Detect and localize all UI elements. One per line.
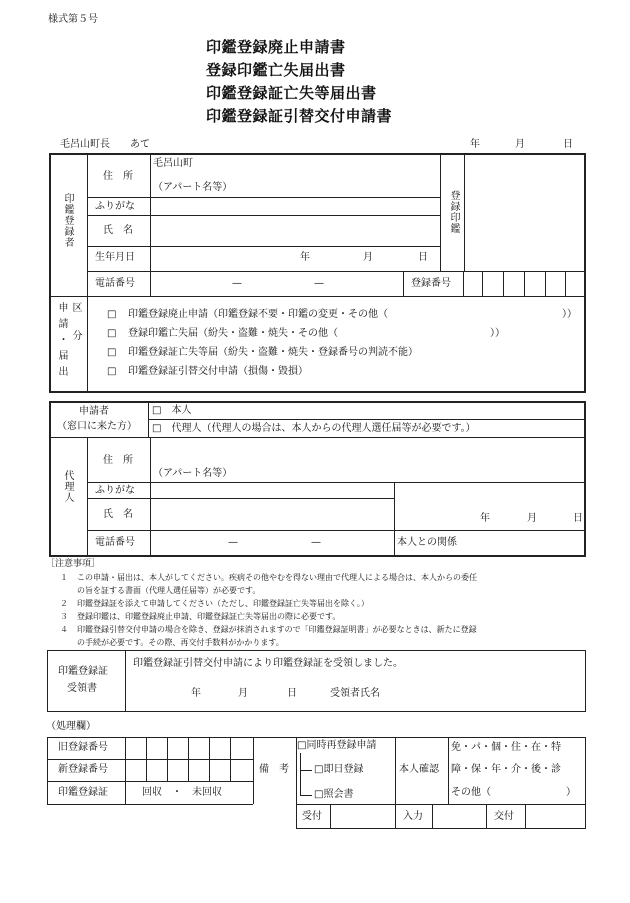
receipt-day: 日 [287, 688, 297, 699]
identity-label: 本人確認 [399, 764, 439, 775]
birth-month: 月 [363, 252, 373, 263]
note-1-line-1: この申請・届出は、本人がしてください。疾病その他やむを得ない理由で代理人による場合は、本人からの委任 [77, 573, 477, 582]
reg-number-label: 登録番号 [411, 278, 451, 289]
id-types-line-1: 免・パ・個・住・在・特 [451, 742, 561, 753]
receipt-label-2: 受領書 [67, 683, 97, 694]
birth-label: 生年月日 [95, 252, 135, 263]
phone-dash-2: — [314, 278, 324, 289]
agent-address-label: 住 所 [103, 455, 133, 466]
title-3: 印鑑登録証亡失等届出書 [206, 84, 377, 102]
option-4-text: 印鑑登録証引替交付申請（損傷・毀損） [128, 366, 308, 377]
id-types-line-2: 障・保・年・介・後・診 [451, 764, 561, 775]
processing-heading: （処理欄） [46, 721, 96, 732]
relation-label: 本人との関係 [397, 537, 457, 548]
agent-phone-dash-2: — [311, 537, 321, 548]
option-4-checkbox[interactable]: □ [107, 366, 117, 377]
entry-label: 入力 [403, 811, 423, 822]
note-4-num: ４ [60, 625, 68, 634]
note-3-line-1: 登録印鑑は、印鑑登録廃止申請、印鑑登録証亡失等届出の際に必要です。 [77, 612, 341, 621]
simultaneous-checkbox[interactable]: □同時再登録申請 [297, 740, 377, 751]
inquiry-checkbox[interactable]: □照会書 [314, 789, 354, 800]
applicant-label-1: 申請者 [79, 406, 109, 417]
option-2-tail: ）） [490, 328, 505, 339]
name-label: 氏 名 [103, 225, 133, 236]
receipt-year: 年 [191, 688, 201, 699]
accepted-label: 受付 [302, 811, 322, 822]
note-1-line-2: の旨を証する書面（代理人選任届等）が必要です。 [77, 586, 261, 595]
applicant-label-2: （窓口に来た方） [57, 421, 137, 432]
option-1-tail: ）） [562, 309, 577, 320]
phone-label: 電話番号 [95, 278, 135, 289]
receipt-statement: 印鑑登録証引替交付申請により印鑑登録証を受領しました。 [133, 658, 403, 669]
application-label-col2: 区分 [70, 302, 81, 358]
option-3-text: 印鑑登録証亡失等届（紛失・盗難・焼失・登録番号の判読不能） [128, 347, 418, 358]
applicant-agent-checkbox[interactable]: □ 代理人（代理人の場合は、本人からの代理人選任届等が必要です。） [152, 423, 476, 434]
issued-label: 交付 [494, 811, 514, 822]
apartment-note: （アパート名等） [153, 182, 233, 193]
date-month: 月 [515, 139, 525, 150]
card-label: 印鑑登録証 [58, 787, 108, 798]
form-number: 様式第５号 [48, 14, 98, 25]
option-2-text: 登録印鑑亡失届（紛失・盗難・焼失・その他（ [128, 328, 338, 339]
addressee: 毛呂山町長 あて [60, 139, 150, 150]
birth-day: 日 [418, 252, 428, 263]
receipt-label-1: 印鑑登録証 [58, 666, 108, 677]
notes-heading: ［注意事項］ [46, 559, 101, 569]
title-4: 印鑑登録証引替交付申請書 [206, 107, 393, 125]
note-4-line-1: 印鑑登録引替交付申請の場合を除き、登録が抹消されますので「印鑑登録証明書」が必要なときは、新たに登録 [77, 625, 477, 634]
card-status: 回収 ・ 未回収 [142, 787, 222, 798]
agent-name-label: 氏 名 [103, 509, 133, 520]
agent-phone-dash-1: — [228, 537, 238, 548]
date-day: 日 [563, 139, 573, 150]
note-2-line-1: 印鑑登録証を添えて申請してください（ただし、印鑑登録証亡失等届出を除く。） [77, 599, 369, 608]
agent-apartment-note: （アパート名等） [153, 468, 233, 479]
registrant-section-label: 印鑑登録者 [62, 193, 73, 248]
agent-day: 日 [573, 513, 583, 524]
agent-furigana-label: ふりがな [95, 485, 135, 496]
agent-month: 月 [527, 513, 537, 524]
id-types-line-3: その他（ [451, 787, 491, 798]
old-number-label: 旧登録番号 [58, 742, 108, 753]
agent-section-label: 代理人 [62, 470, 73, 503]
note-4-line-2: の手続が必要です。その際、再交付手数料がかかります。 [77, 638, 284, 647]
title-1: 印鑑登録廃止申請書 [206, 38, 346, 56]
note-3-num: ３ [60, 612, 68, 621]
birth-year: 年 [300, 252, 310, 263]
address-value[interactable]: 毛呂山町 [153, 158, 193, 169]
phone-dash-1: — [232, 278, 242, 289]
furigana-label: ふりがな [95, 201, 135, 212]
applicant-self-checkbox[interactable]: □ 本人 [152, 405, 192, 416]
option-3-checkbox[interactable]: □ [107, 347, 117, 358]
remarks-label: 備 考 [259, 764, 289, 775]
title-2: 登録印鑑亡失届出書 [206, 61, 346, 79]
receiver-name-label: 受領者氏名 [330, 688, 380, 699]
option-2-checkbox[interactable]: □ [107, 328, 117, 339]
option-1-checkbox[interactable]: □ [107, 309, 117, 320]
note-2-num: ２ [60, 599, 68, 608]
seal-label: 登録印鑑 [448, 190, 459, 234]
address-label: 住 所 [103, 171, 133, 182]
option-1-text: 印鑑登録廃止申請（印鑑登録不要・印鑑の変更・その他（ [128, 309, 388, 320]
agent-phone-label: 電話番号 [95, 537, 135, 548]
immediate-checkbox[interactable]: □即日登録 [314, 764, 364, 775]
agent-year: 年 [480, 513, 490, 524]
id-types-line-3-end: ） [566, 787, 576, 798]
date-year: 年 [470, 139, 480, 150]
receipt-month: 月 [238, 688, 248, 699]
note-1-num: １ [60, 573, 68, 582]
application-label-col1: 申請・届出 [56, 302, 67, 382]
new-number-label: 新登録番号 [58, 764, 108, 775]
